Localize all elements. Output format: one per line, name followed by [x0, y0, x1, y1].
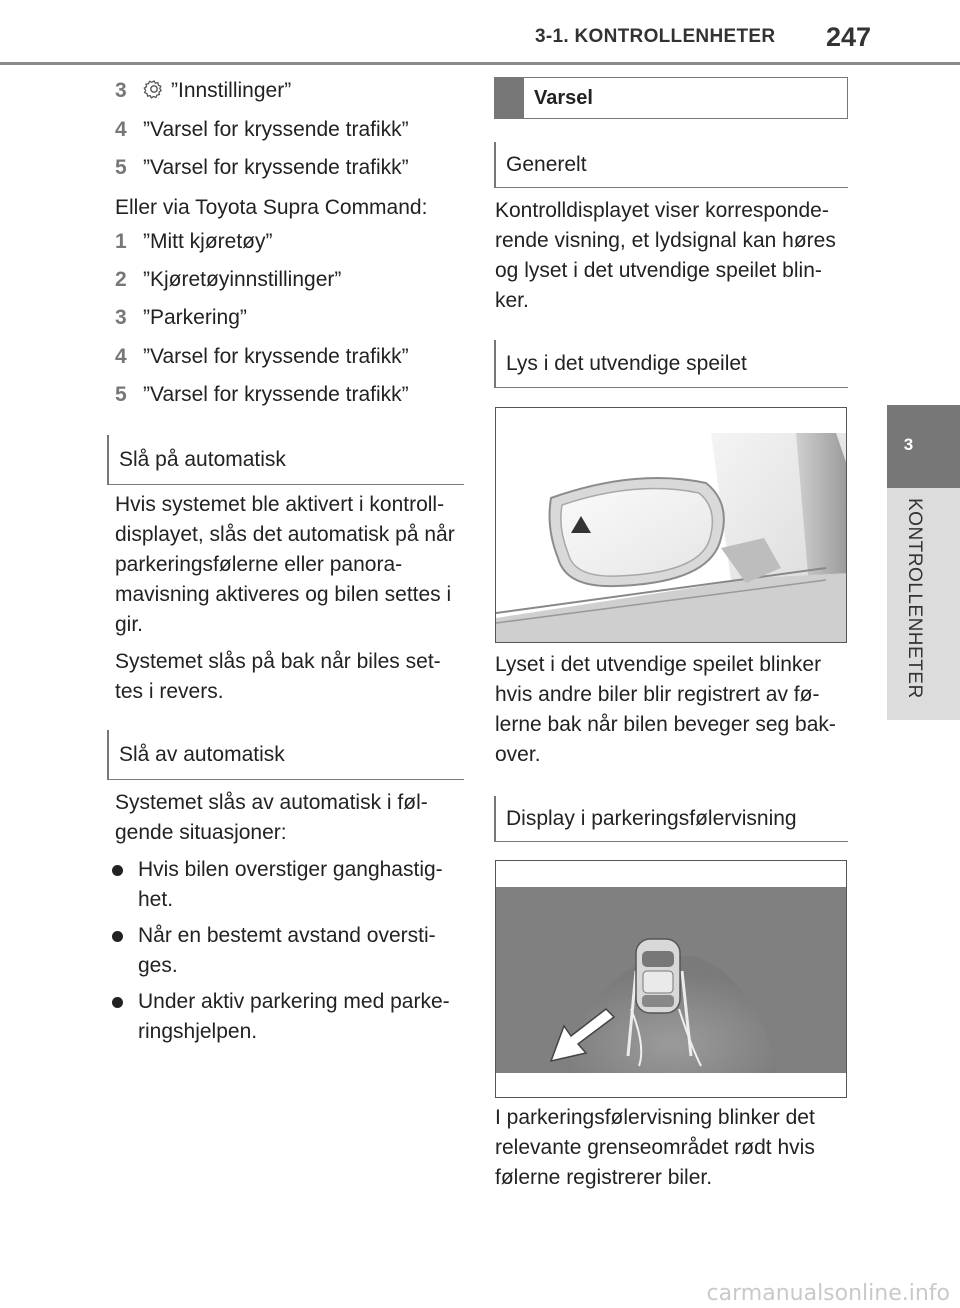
car-top-view: [636, 939, 680, 1013]
section-heading-auto-on: Slå på automatisk: [107, 435, 464, 485]
display-paragraph: I parkeringsfølervisning blinker det relevante grenseområdet rødt hvis følerne registrerer biler.: [495, 1106, 815, 1189]
step-item: 4 ”Varsel for kryssende trafikk”: [115, 345, 409, 368]
bullet-icon: [112, 931, 123, 942]
parking-view-drawing: [496, 861, 847, 1098]
gear-icon: [143, 78, 165, 100]
bullet-icon: [112, 865, 123, 876]
chapter-label: KONTROLLENHETER: [904, 498, 925, 699]
section-heading-mirror: Lys i det utvendige speilet: [494, 340, 848, 388]
section-heading-auto-off: Slå av automatisk: [107, 730, 464, 780]
section-title: 3-1. KONTROLLENHETER: [535, 26, 776, 47]
page-number: 247: [826, 22, 872, 52]
list-item: Når en bestemt avstand oversti- ges.: [112, 921, 467, 981]
step-item: 3 ”Innstillinger”: [115, 79, 292, 102]
bullet-icon: [112, 997, 123, 1008]
list-item: Hvis bilen overstiger ganghastig- het.: [112, 855, 467, 915]
watermark: carmanualsonline.info: [706, 1281, 950, 1306]
parking-view-illustration: [495, 860, 847, 1098]
mirror-illustration: [495, 407, 847, 643]
chapter-number: 3: [903, 435, 914, 454]
general-paragraph: Kontrolldisplayet viser korresponde- rende visning, et lydsignal kan høres og lyset i det utvendige speilet blin- ker.: [495, 199, 836, 312]
section-heading-display: Display i parkeringsfølervisning: [494, 796, 848, 842]
step-item: 5 ”Varsel for kryssende trafikk”: [115, 383, 409, 406]
auto-off-intro: Systemet slås av automatisk i føl- gende situasjoner:: [115, 791, 428, 844]
step-item: 2 ”Kjøretøyinnstillinger”: [115, 268, 342, 291]
heading-marker: [495, 78, 524, 118]
list-item: Under aktiv parkering med parke- ringshjelpen.: [112, 987, 467, 1047]
header-rule: [0, 62, 960, 65]
auto-on-paragraph: Hvis systemet ble aktivert i kontroll- displayet, slås det automatisk på når parkeringsfølerne eller panora- mavisning aktiveres og bilen settes i gir.: [115, 493, 455, 636]
section-heading-general: Generelt: [494, 142, 848, 188]
step-item: 5 ”Varsel for kryssende trafikk”: [115, 156, 409, 179]
varsel-heading: Varsel: [494, 77, 848, 119]
mirror-paragraph: Lyset i det utvendige speilet blinker hvis andre biler blir registrert av fø- lerne bak når bilen beveger seg bak- over.: [495, 653, 836, 766]
step-item: 4 ”Varsel for kryssende trafikk”: [115, 118, 409, 141]
auto-on-paragraph-2: Systemet slås på bak når biles set- tes i revers.: [115, 650, 441, 703]
mirror-drawing: [496, 408, 847, 643]
step-item: 3 ”Parkering”: [115, 306, 247, 329]
or-via-text: Eller via Toyota Supra Command:: [115, 196, 428, 219]
step-item: 1 ”Mitt kjøretøy”: [115, 230, 273, 253]
